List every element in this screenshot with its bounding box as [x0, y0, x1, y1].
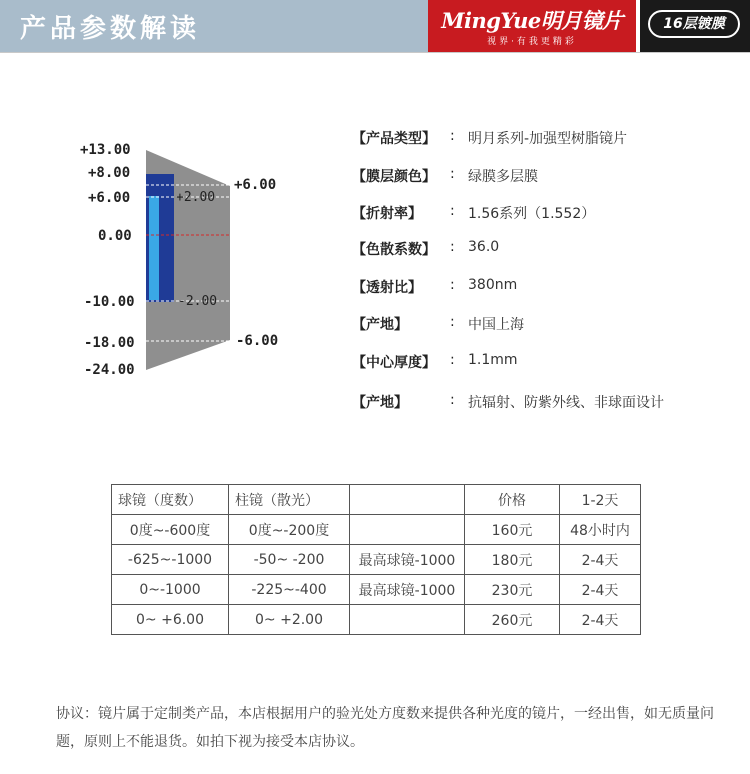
table-cell: 48小时内 [560, 515, 641, 545]
spec-value: 1.56系列（1.552） [468, 206, 596, 222]
table-cell: 2-4天 [560, 605, 641, 635]
spec-colon: : [450, 203, 455, 219]
label-inner-plus2: +2.00 [176, 190, 216, 205]
table-row [112, 575, 641, 605]
spec-value: 380nm [468, 277, 518, 293]
table-cell: 0~ +6.00 [112, 605, 229, 635]
table-cell [350, 605, 465, 635]
table-header-cell: 柱镜（散光） [229, 485, 350, 515]
label-plus8: +8.00 [88, 165, 131, 181]
table-header-cell: 价格 [465, 485, 560, 515]
spec-key: 【膜层颜色】 [352, 169, 436, 185]
label-minus18: -18.00 [84, 335, 135, 351]
header-divider [0, 52, 750, 53]
spec-colon: : [450, 128, 455, 144]
spec-value: 明月系列-加强型树脂镜片 [468, 131, 628, 147]
spec-value: 1.1mm [468, 352, 518, 368]
coating-badge-block [640, 0, 750, 52]
spec-value: 抗辐射、防紫外线、非球面设计 [468, 395, 664, 411]
table-row [112, 605, 641, 635]
table-header-cell: 1-2天 [560, 485, 641, 515]
price-table [111, 484, 641, 635]
spec-colon: : [450, 314, 455, 330]
table-cell: -625~-1000 [112, 545, 229, 575]
spec-colon: : [450, 239, 455, 255]
table-header-cell [350, 485, 465, 515]
spec-colon: : [450, 166, 455, 182]
spec-key: 【产地】 [352, 317, 408, 333]
table-header-cell: 球镜（度数） [112, 485, 229, 515]
label-plus6: +6.00 [88, 190, 131, 206]
page-title: 产品参数解读 [20, 14, 201, 44]
table-cell: 0度~-200度 [229, 515, 350, 545]
spec-key: 【色散系数】 [352, 242, 436, 258]
spec-colon: : [450, 392, 455, 408]
table-cell: 0~-1000 [112, 575, 229, 605]
table-cell: 2-4天 [560, 575, 641, 605]
label-zero: 0.00 [98, 228, 132, 244]
spec-key: 【折射率】 [352, 206, 422, 222]
spec-colon: : [450, 277, 455, 293]
spec-value: 绿膜多层膜 [468, 169, 538, 185]
table-cell: 最高球镜-1000 [350, 575, 465, 605]
light-blue-band [149, 196, 159, 300]
label-plus13: +13.00 [80, 142, 131, 158]
purchase-agreement: 协议：镜片属于定制类产品，本店根据用户的验光处方度数来提供各种光度的镜片，一经出售，如无质量问题，原则上不能退货。如拍下视为接受本店协议。 [56, 706, 714, 750]
spec-value: 中国上海 [468, 317, 524, 333]
spec-key: 【产地】 [352, 395, 408, 411]
table-cell: 2-4天 [560, 545, 641, 575]
label-right-minus6: -6.00 [236, 333, 279, 349]
label-minus10: -10.00 [84, 294, 135, 310]
table-cell: -50~ -200 [229, 545, 350, 575]
table-cell: -225~-400 [229, 575, 350, 605]
spec-key: 【透射比】 [352, 280, 422, 296]
power-range-diagram [0, 120, 330, 400]
header-banner [0, 0, 750, 52]
brand-slogan: 视界·有我更精彩 [487, 37, 577, 47]
lens-range-graphic [0, 120, 330, 400]
table-cell: 180元 [465, 545, 560, 575]
table-cell [350, 515, 465, 545]
table-row [112, 545, 641, 575]
spec-colon: : [450, 352, 455, 368]
spec-key: 【中心厚度】 [352, 355, 436, 371]
brand-logo-block [428, 0, 636, 52]
table-cell: 160元 [465, 515, 560, 545]
coating-badge: 16层镀膜 [648, 10, 740, 38]
table-cell: 230元 [465, 575, 560, 605]
header-title-bar [0, 0, 428, 52]
spec-key: 【产品类型】 [352, 131, 436, 147]
label-right-plus6: +6.00 [234, 177, 277, 193]
label-inner-minus2: -2.00 [178, 294, 218, 309]
table-cell: 0度~-600度 [112, 515, 229, 545]
table-cell: 0~ +2.00 [229, 605, 350, 635]
table-cell: 最高球镜-1000 [350, 545, 465, 575]
table-header-row [112, 485, 641, 515]
brand-logo: MingYue明月镜片 [441, 8, 623, 33]
label-minus24: -24.00 [84, 362, 135, 378]
table-cell: 260元 [465, 605, 560, 635]
spec-value: 36.0 [468, 239, 500, 255]
table-row [112, 515, 641, 545]
